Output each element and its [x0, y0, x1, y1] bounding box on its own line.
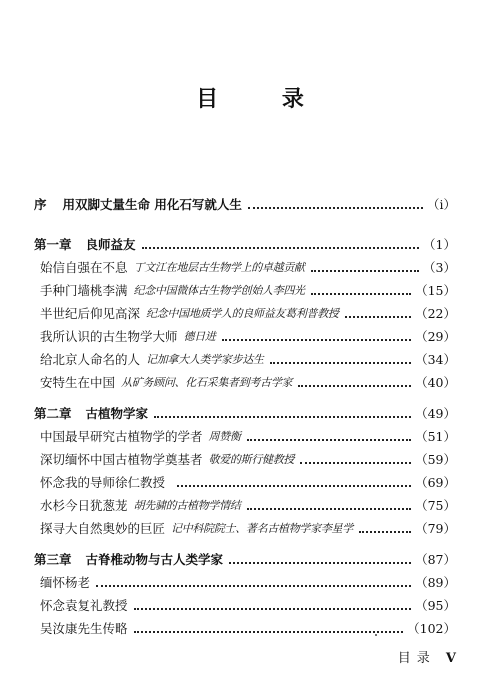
entry-title: 半世纪后仰见高深 — [40, 306, 141, 321]
toc-entry[interactable] — [40, 618, 456, 638]
dot-leader — [134, 631, 404, 633]
entry-title: 给北京人命名的人 — [40, 352, 141, 367]
entry-title: 吴汝康先生传略 — [40, 621, 128, 636]
page-number: （3） — [423, 260, 456, 275]
entry-subtitle: 从矿务顾问、化石采集者到考古学家 — [121, 376, 293, 389]
toc-entry[interactable] — [40, 326, 456, 346]
entry-subtitle: 周赞衡 — [208, 430, 241, 443]
entry-title: 怀念袁复礼教授 — [40, 598, 128, 613]
chapter-heading: 古植物学家 — [85, 406, 149, 421]
page-number: （59） — [415, 452, 456, 467]
toc-entry[interactable] — [40, 372, 456, 392]
toc-chapter-2[interactable] — [34, 403, 456, 423]
dot-leader — [248, 207, 423, 209]
entry-title: 怀念我的导师徐仁教授 — [40, 475, 166, 490]
dot-leader — [229, 562, 411, 564]
entry-title: 中国最早研究古植物学的学者 — [40, 429, 203, 444]
scan-speck — [375, 634, 377, 636]
toc-chapter-3[interactable] — [34, 549, 456, 569]
entry-subtitle: 记中科院院士、著名古植物学家李星学 — [171, 522, 353, 535]
page-number: （102） — [407, 621, 456, 636]
dot-leader — [298, 385, 411, 387]
footer-page-number: V — [445, 651, 456, 666]
entry-subtitle: 纪念中国地质学人的良师益友葛利普教授 — [146, 307, 339, 320]
dot-leader — [311, 270, 419, 272]
entry-subtitle: 纪念中国微体古生物学创始人李四光 — [133, 284, 305, 297]
entry-title: 水杉今日犹葱茏 — [40, 498, 128, 513]
footer-label: 目录 — [397, 651, 436, 666]
entry-subtitle: 德日进 — [183, 330, 216, 343]
chapter-heading: 古脊椎动物与古人类学家 — [85, 552, 224, 567]
toc-preface[interactable] — [34, 194, 456, 214]
entry-title: 始信自强在不息 — [40, 260, 128, 275]
page-number: （15） — [415, 283, 456, 298]
toc-entry[interactable] — [40, 518, 456, 538]
page-number: （22） — [415, 306, 456, 321]
dot-leader — [142, 247, 420, 249]
entry-subtitle: 丁文江在地层古生物学上的卓越贡献 — [133, 261, 305, 274]
toc-entry[interactable] — [40, 257, 456, 277]
preface-label: 序 — [34, 197, 47, 212]
entry-subtitle: 记加拿大人类学家步达生 — [146, 353, 264, 366]
page-number: （75） — [415, 498, 456, 513]
page-number: （87） — [415, 552, 456, 567]
page-number: （95） — [415, 598, 456, 613]
dot-leader — [270, 362, 411, 364]
dot-leader — [154, 416, 411, 418]
dot-leader — [300, 462, 411, 464]
toc-entry[interactable] — [40, 303, 456, 323]
dot-leader — [359, 531, 411, 533]
dot-leader — [222, 339, 411, 341]
chapter-heading: 良师益友 — [85, 237, 136, 252]
page-number: （79） — [415, 521, 456, 536]
chapter-label: 第三章 — [34, 552, 72, 567]
entry-title: 探寻大自然奥妙的巨匠 — [40, 521, 166, 536]
page-number: （34） — [415, 352, 456, 367]
toc-entry[interactable] — [40, 449, 456, 469]
toc-entry[interactable] — [40, 572, 456, 592]
toc-chapter-1[interactable] — [34, 234, 456, 254]
preface-heading: 用双脚丈量生命 用化石写就人生 — [62, 197, 242, 212]
dot-leader — [311, 293, 411, 295]
dot-leader — [96, 585, 411, 587]
toc-entry[interactable] — [40, 495, 456, 515]
entry-subtitle: 敬爱的斯行健教授 — [208, 453, 295, 466]
entry-subtitle: 胡先骕的古植物学情结 — [133, 499, 241, 512]
page-number: （ⅰ） — [427, 197, 456, 212]
page-number: （29） — [415, 329, 456, 344]
entry-title: 深切缅怀中国古植物学奠基者 — [40, 452, 203, 467]
dot-leader — [247, 508, 412, 510]
page-number: （69） — [415, 475, 456, 490]
page-number: （89） — [415, 575, 456, 590]
page-number: （51） — [415, 429, 456, 444]
page-number: （49） — [415, 406, 456, 421]
chapter-label: 第一章 — [34, 237, 72, 252]
page-number: （40） — [415, 375, 456, 390]
dot-leader — [177, 485, 411, 487]
dot-leader — [247, 439, 411, 441]
dot-leader — [345, 316, 411, 318]
toc-entry[interactable] — [40, 595, 456, 615]
chapter-label: 第二章 — [34, 406, 72, 421]
page-footer — [398, 647, 456, 666]
toc-entry[interactable] — [40, 472, 456, 492]
entry-title: 安特生在中国 — [40, 375, 116, 390]
entry-title: 缅怀杨老 — [40, 575, 91, 590]
toc-entry[interactable] — [40, 280, 456, 300]
toc-entry[interactable] — [40, 426, 456, 446]
toc-entry[interactable] — [40, 349, 456, 369]
entry-title: 手种门墙桃李满 — [40, 283, 128, 298]
dot-leader — [134, 608, 412, 610]
page-title: 目 录 — [196, 87, 332, 112]
entry-title: 我所认识的古生物学大师 — [40, 329, 178, 344]
page-number: （1） — [423, 237, 456, 252]
